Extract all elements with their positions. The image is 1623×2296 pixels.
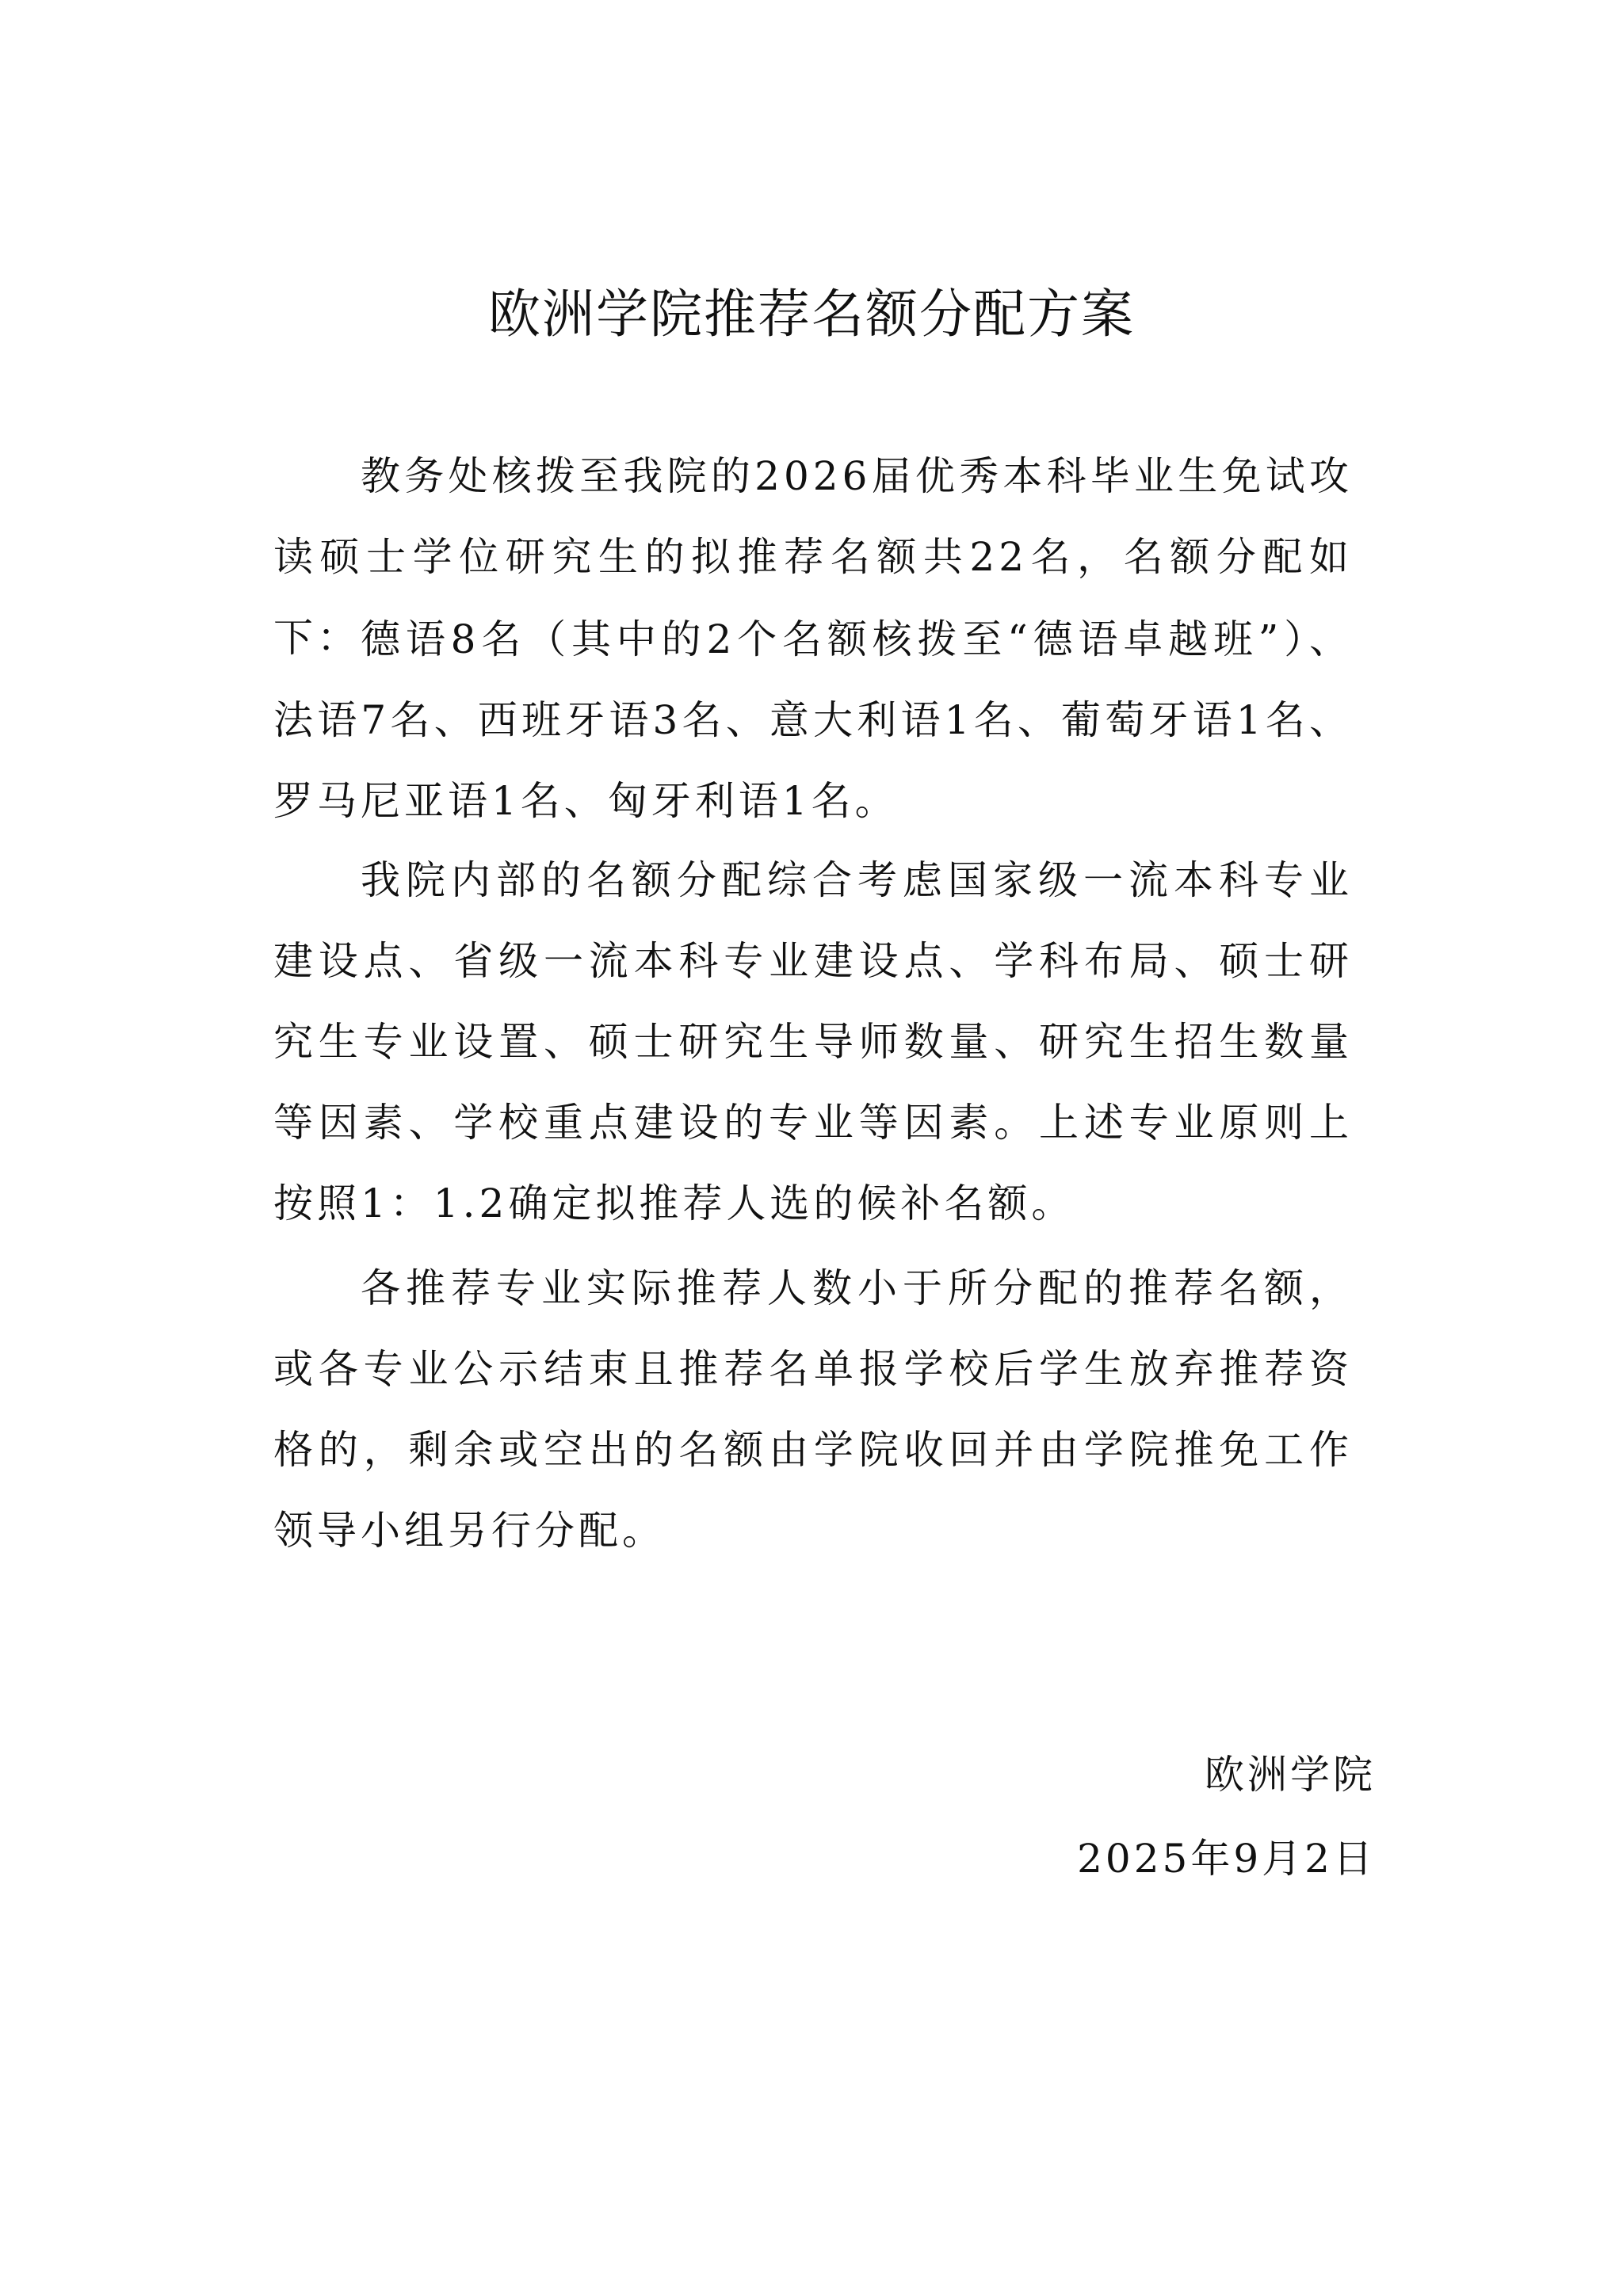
document-title: 欧洲学院推荐名额分配方案	[488, 284, 1135, 345]
paragraph-allocation-principles: 我院内部的名额分配综合考虑国家级一流本科专业建设点、省级一流本科专业建设点、学科布局、硕士研究生专业设置、硕士研究生导师数量、研究生招生数量等因素、学校重点建设的专业等因素。上述专业原则上按照1：1.2确定拟推荐人选的候补名额。	[273, 857, 1353, 1226]
paragraph-unused-quota: 各推荐专业实际推荐人数小于所分配的推荐名额，或各专业公示结束且推荐名单报学校后学生放弃推荐资格的，剩余或空出的名额由学院收回并由学院推免工作领导小组另行分配。	[273, 1265, 1353, 1554]
paragraph-quota-by-major: 德语8名（其中的2个名额核拨至“德语卓越班”）、法语7名、西班牙语3名、意大利语1名、葡萄牙语1名、罗马尼亚语1名、匈牙利语1名。	[273, 616, 1353, 824]
signature-organization: 欧洲学院	[1205, 1752, 1376, 1798]
paragraph-quota-total: 教务处核拨至我院的2026届优秀本科毕业生免试攻读硕士学位研究生的拟推荐名额共22名，名额分配如下：	[273, 453, 1353, 661]
signature-date: 2025年9月2日	[1077, 1836, 1376, 1882]
